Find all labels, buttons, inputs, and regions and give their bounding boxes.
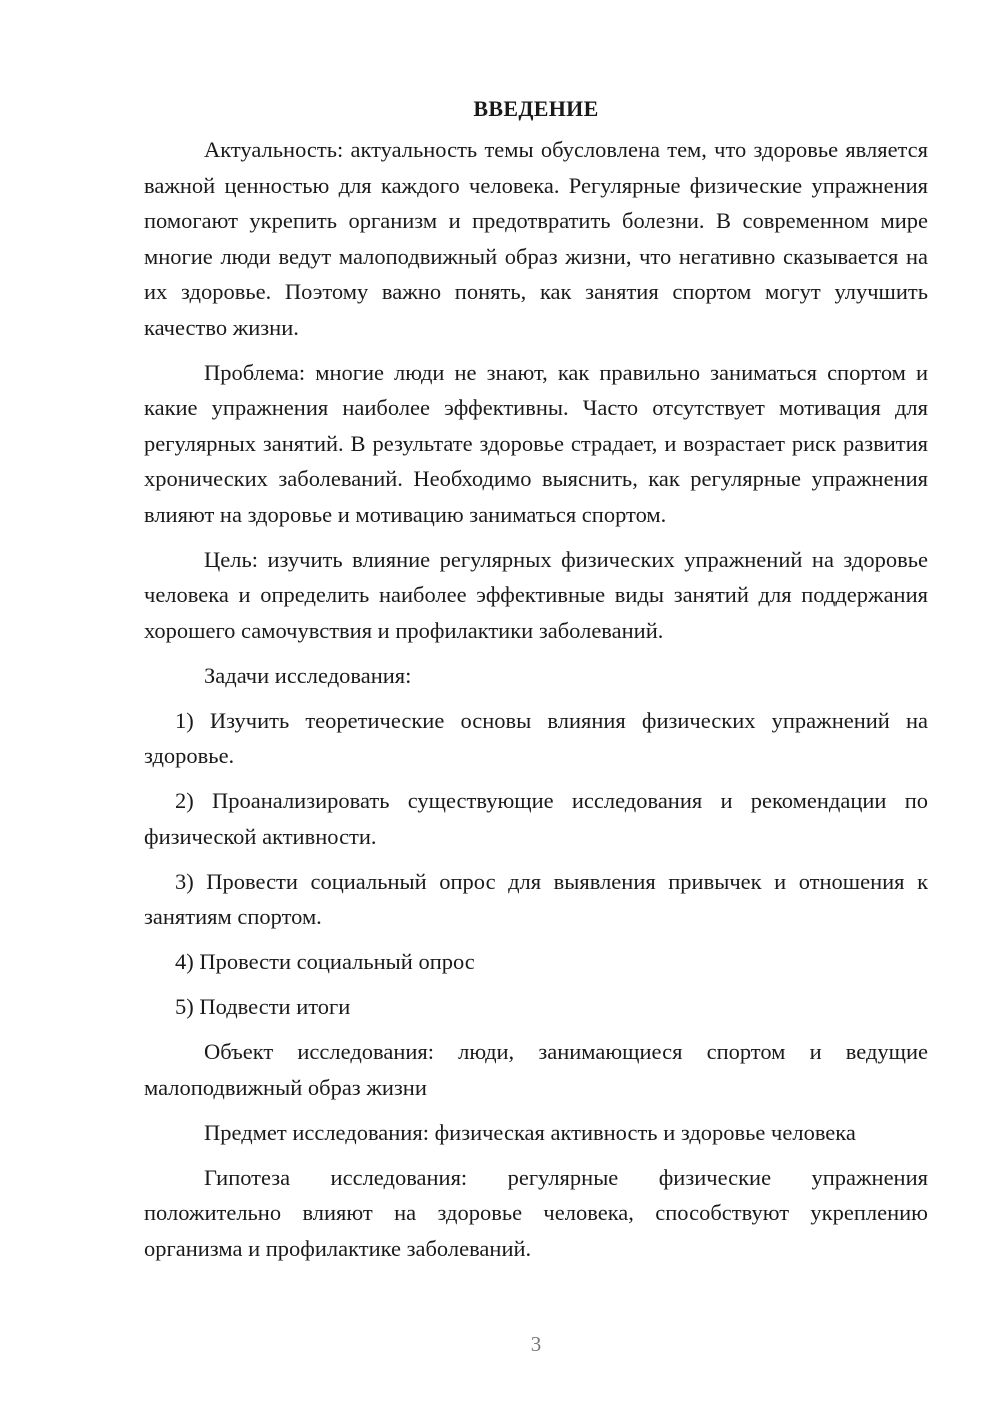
tasks-heading: Задачи исследования:	[204, 662, 412, 688]
object-paragraph: Объект исследования: люди, занимающиеся спортом и ведущие малоподвижный образ жизни	[144, 1039, 928, 1100]
task-item-1: 1) Изучить теоретические основы влияния физических упражнений на здоровье.	[144, 707, 928, 768]
relevance-paragraph: Актуальность: актуальность темы обусловлена тем, что здоровье является важной ценностью для каждого человека. Регулярные физические упражнения помогают укрепить организм и предотвратить болезни. В современном мире многие люди ведут малоподвижный образ жизни, что негативно сказывается на их здоровье. Поэтому важно понять, как занятия спортом могут улучшить качество жизни.	[144, 137, 928, 340]
task-item-5: 5) Подвести итоги	[175, 994, 351, 1019]
goal-paragraph: Цель: изучить влияние регулярных физических упражнений на здоровье человека и определить наиболее эффективные виды занятий для поддержания хорошего самочувствия и профилактики заболеваний.	[144, 546, 928, 643]
page-number: 3	[530, 1332, 542, 1356]
task-item-3: 3) Провести социальный опрос для выявления привычек и отношения к занятиям спортом.	[144, 868, 928, 929]
task-item-2: 2) Проанализировать существующие исследования и рекомендации по физической активности.	[144, 788, 928, 849]
page-title: ВВЕДЕНИЕ	[473, 96, 599, 121]
task-item-4: 4) Провести социальный опрос	[175, 949, 475, 974]
subject-paragraph: Предмет исследования: физическая активность и здоровье человека	[204, 1119, 856, 1145]
document-page	[144, 92, 928, 1276]
problem-paragraph: Проблема: многие люди не знают, как правильно заниматься спортом и какие упражнения наиболее эффективны. Часто отсутствует мотивация для регулярных занятий. В результате здоровье страдает, и возрастает риск развития хронических заболеваний. Необходимо выяснить, как регулярные упражнения влияют на здоровье и мотивацию заниматься спортом.	[144, 359, 928, 527]
hypothesis-paragraph: Гипотеза исследования: регулярные физические упражнения положительно влияют на здоровье человека, способствуют укреплению организма и профилактике заболеваний.	[144, 1164, 928, 1261]
